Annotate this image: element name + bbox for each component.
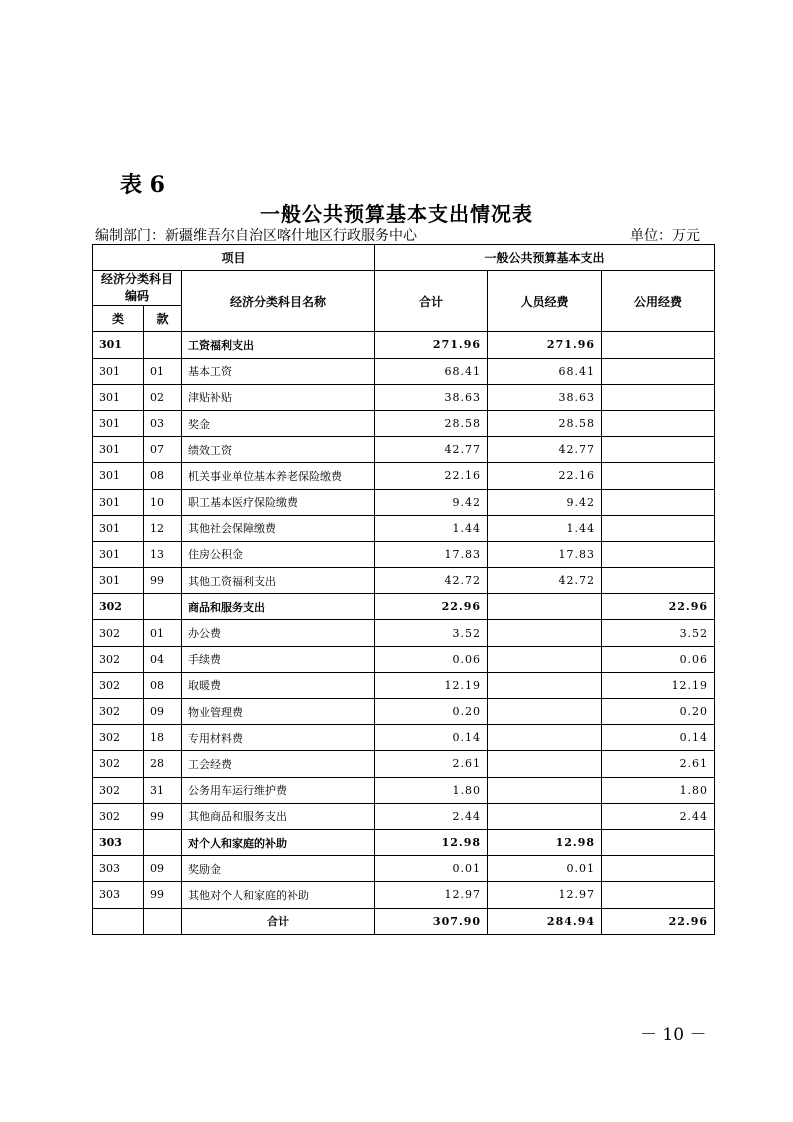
table-row (93, 725, 715, 751)
table-row (93, 437, 715, 463)
cell-kuan: 07 (144, 437, 182, 463)
cell-lei: 301 (93, 489, 144, 515)
header-lei: 类 (93, 306, 144, 332)
cell-personnel (488, 751, 602, 777)
cell-personnel: 68.41 (488, 358, 602, 384)
cell-lei: 303 (93, 829, 144, 855)
cell-name: 绩效工资 (182, 437, 375, 463)
table-row (93, 803, 715, 829)
cell-kuan: 03 (144, 410, 182, 436)
cell-name: 其他对个人和家庭的补助 (182, 882, 375, 908)
cell-lei: 302 (93, 751, 144, 777)
header-public: 公用经费 (602, 271, 715, 332)
table-row (93, 882, 715, 908)
cell-name: 奖金 (182, 410, 375, 436)
cell-public: 0.14 (602, 725, 715, 751)
cell-total: 68.41 (375, 358, 488, 384)
cell-name: 商品和服务支出 (182, 594, 375, 620)
cell-personnel: 42.77 (488, 437, 602, 463)
cell-lei: 302 (93, 672, 144, 698)
cell-total: 12.97 (375, 882, 488, 908)
header-project: 项目 (93, 245, 375, 271)
cell-public (602, 489, 715, 515)
cell-kuan: 12 (144, 515, 182, 541)
cell-kuan: 28 (144, 751, 182, 777)
cell-public (602, 568, 715, 594)
total-label: 合计 (182, 908, 375, 934)
cell-lei: 301 (93, 410, 144, 436)
cell-lei: 301 (93, 384, 144, 410)
cell-public (602, 541, 715, 567)
total-sum: 307.90 (375, 908, 488, 934)
cell-personnel (488, 646, 602, 672)
cell-total: 17.83 (375, 541, 488, 567)
cell-public: 22.96 (602, 594, 715, 620)
table-row (93, 410, 715, 436)
cell-personnel (488, 803, 602, 829)
cell-lei: 301 (93, 358, 144, 384)
compiling-department: 编制部门：新疆维吾尔自治区喀什地区行政服务中心 (95, 228, 417, 244)
table-row (93, 594, 715, 620)
cell-kuan: 04 (144, 646, 182, 672)
cell-lei: 302 (93, 803, 144, 829)
cell-public: 1.80 (602, 777, 715, 803)
header-personnel: 人员经费 (488, 271, 602, 332)
cell-kuan: 01 (144, 358, 182, 384)
table-row (93, 856, 715, 882)
cell-total: 12.98 (375, 829, 488, 855)
cell-kuan: 99 (144, 568, 182, 594)
cell-lei: 303 (93, 882, 144, 908)
cell-public (602, 515, 715, 541)
cell-kuan: 99 (144, 882, 182, 908)
table-row (93, 829, 715, 855)
cell-public (602, 384, 715, 410)
cell-kuan: 10 (144, 489, 182, 515)
cell-personnel: 271.96 (488, 332, 602, 358)
cell-kuan: 31 (144, 777, 182, 803)
cell-total: 3.52 (375, 620, 488, 646)
cell-personnel: 12.98 (488, 829, 602, 855)
header-total: 合计 (375, 271, 488, 332)
cell-lei: 303 (93, 856, 144, 882)
cell-name: 其他商品和服务支出 (182, 803, 375, 829)
table-row (93, 568, 715, 594)
table-row (93, 463, 715, 489)
cell-kuan: 08 (144, 463, 182, 489)
cell-lei: 301 (93, 541, 144, 567)
cell-total: 28.58 (375, 410, 488, 436)
cell-public (602, 463, 715, 489)
cell-name: 对个人和家庭的补助 (182, 829, 375, 855)
cell-lei: 302 (93, 699, 144, 725)
total-public: 22.96 (602, 908, 715, 934)
table-row (93, 751, 715, 777)
cell-lei: 302 (93, 725, 144, 751)
cell-total: 2.44 (375, 803, 488, 829)
cell-personnel (488, 672, 602, 698)
cell-name: 津贴补贴 (182, 384, 375, 410)
cell-kuan: 08 (144, 672, 182, 698)
cell-personnel (488, 777, 602, 803)
cell-name: 物业管理费 (182, 699, 375, 725)
cell-name: 取暖费 (182, 672, 375, 698)
cell-name: 工会经费 (182, 751, 375, 777)
table-row (93, 672, 715, 698)
table-row (93, 620, 715, 646)
cell-name: 住房公积金 (182, 541, 375, 567)
cell-total: 1.80 (375, 777, 488, 803)
header-name: 经济分类科目名称 (182, 271, 375, 332)
cell-kuan: 01 (144, 620, 182, 646)
cell-kuan (144, 594, 182, 620)
cell-lei: 301 (93, 437, 144, 463)
cell-personnel: 9.42 (488, 489, 602, 515)
cell-lei: 302 (93, 594, 144, 620)
cell-total: 0.06 (375, 646, 488, 672)
cell-public (602, 856, 715, 882)
cell-lei: 302 (93, 646, 144, 672)
table-row (93, 515, 715, 541)
cell-total: 42.72 (375, 568, 488, 594)
table-row (93, 384, 715, 410)
cell-kuan: 09 (144, 856, 182, 882)
cell-name: 基本工资 (182, 358, 375, 384)
table-row (93, 646, 715, 672)
cell-personnel: 42.72 (488, 568, 602, 594)
budget-table (92, 244, 715, 935)
cell-public: 2.44 (602, 803, 715, 829)
table-row (93, 541, 715, 567)
cell-public (602, 410, 715, 436)
unit-label: 单位：万元 (630, 228, 700, 244)
cell-public: 0.20 (602, 699, 715, 725)
cell-public (602, 882, 715, 908)
total-personnel: 284.94 (488, 908, 602, 934)
cell-kuan (144, 829, 182, 855)
cell-total: 2.61 (375, 751, 488, 777)
cell-public (602, 332, 715, 358)
cell-name: 公务用车运行维护费 (182, 777, 375, 803)
cell-public (602, 358, 715, 384)
cell-personnel: 22.16 (488, 463, 602, 489)
cell-public: 3.52 (602, 620, 715, 646)
cell-name: 奖励金 (182, 856, 375, 882)
cell-personnel: 28.58 (488, 410, 602, 436)
cell-total: 42.77 (375, 437, 488, 463)
cell-name: 手续费 (182, 646, 375, 672)
cell-lei: 301 (93, 332, 144, 358)
cell-personnel: 1.44 (488, 515, 602, 541)
cell-lei: 301 (93, 515, 144, 541)
document-title: 一般公共预算基本支出情况表 (260, 202, 533, 226)
cell-public: 2.61 (602, 751, 715, 777)
page-number: － 10 － (640, 1025, 707, 1045)
cell-personnel: 38.63 (488, 384, 602, 410)
cell-public: 12.19 (602, 672, 715, 698)
cell-total: 38.63 (375, 384, 488, 410)
cell-lei: 302 (93, 620, 144, 646)
cell-personnel: 12.97 (488, 882, 602, 908)
cell-kuan: 13 (144, 541, 182, 567)
header-general-budget: 一般公共预算基本支出 (375, 245, 715, 271)
cell-kuan: 99 (144, 803, 182, 829)
cell-total: 12.19 (375, 672, 488, 698)
table-row (93, 489, 715, 515)
cell-kuan: 02 (144, 384, 182, 410)
cell-personnel: 17.83 (488, 541, 602, 567)
cell-total: 1.44 (375, 515, 488, 541)
cell-name: 专用材料费 (182, 725, 375, 751)
header-code: 经济分类科目编码 (93, 271, 182, 306)
cell-public (602, 437, 715, 463)
cell-total: 22.16 (375, 463, 488, 489)
total-lei-cell (93, 908, 144, 934)
header-kuan: 款 (144, 306, 182, 332)
table-row (93, 777, 715, 803)
table-row (93, 358, 715, 384)
cell-lei: 301 (93, 463, 144, 489)
cell-public: 0.06 (602, 646, 715, 672)
cell-total: 0.14 (375, 725, 488, 751)
cell-total: 9.42 (375, 489, 488, 515)
cell-name: 其他社会保障缴费 (182, 515, 375, 541)
cell-total: 22.96 (375, 594, 488, 620)
table-row (93, 699, 715, 725)
cell-kuan (144, 332, 182, 358)
table-number-label: 表 6 (120, 172, 165, 198)
cell-total: 0.20 (375, 699, 488, 725)
cell-personnel: 0.01 (488, 856, 602, 882)
total-kuan-cell (144, 908, 182, 934)
cell-name: 机关事业单位基本养老保险缴费 (182, 463, 375, 489)
cell-total: 271.96 (375, 332, 488, 358)
cell-name: 办公费 (182, 620, 375, 646)
cell-personnel (488, 594, 602, 620)
cell-name: 其他工资福利支出 (182, 568, 375, 594)
cell-lei: 301 (93, 568, 144, 594)
total-row (93, 908, 715, 934)
cell-personnel (488, 699, 602, 725)
cell-kuan: 18 (144, 725, 182, 751)
cell-name: 工资福利支出 (182, 332, 375, 358)
cell-total: 0.01 (375, 856, 488, 882)
cell-personnel (488, 725, 602, 751)
cell-name: 职工基本医疗保险缴费 (182, 489, 375, 515)
cell-kuan: 09 (144, 699, 182, 725)
cell-public (602, 829, 715, 855)
table-row (93, 332, 715, 358)
cell-lei: 302 (93, 777, 144, 803)
cell-personnel (488, 620, 602, 646)
